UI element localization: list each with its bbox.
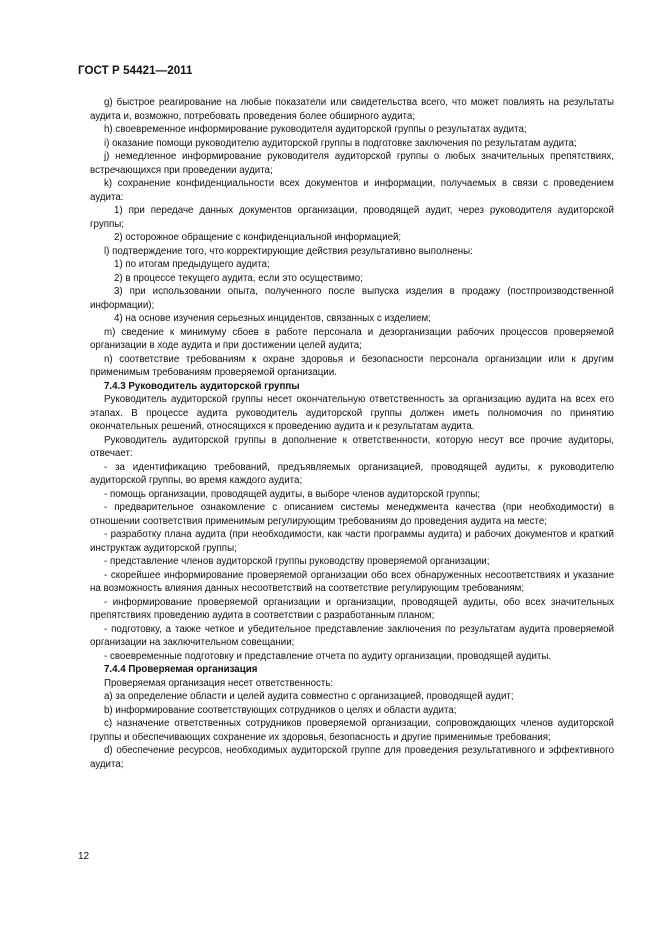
paragraph: j) немедленное информирование руководителя аудиторской группы о любых значительных препятствиях, встречающихся при проведении аудита; [90, 151, 614, 176]
paragraph: b) информирование соответствующих сотрудников о целях и области аудита; [104, 704, 457, 716]
section-heading: 7.4.3 Руководитель аудиторской группы [104, 380, 300, 392]
paragraph: - помощь организации, проводящей аудиты, в выборе членов аудиторской группы; [104, 488, 481, 500]
paragraph: d) обеспечение ресурсов, необходимых аудиторской группе для проведения результативного и эффективного аудита; [90, 745, 614, 770]
sub-list-item: 1) при передаче данных документов организации, проводящей аудит, через руководителя аудиторской группы; [90, 205, 614, 230]
sub-list-item: 3) при использовании опыта, полученного после выпуска изделия в продажу (постпроизводственной информации); [90, 286, 614, 311]
paragraph: - информирование проверяемой организации и организации, проводящей аудиты, обо всех значительных препятствиях проведению аудита в соответствии с разработанным планом; [90, 596, 614, 621]
sub-list-item: 2) в процессе текущего аудита, если это осуществимо; [114, 272, 363, 284]
sub-list-item: 1) по итогам предыдущего аудита; [114, 259, 270, 270]
paragraph: Проверяемая организация несет ответственность: [104, 677, 334, 689]
section-heading: 7.4.4 Проверяемая организация [104, 664, 258, 675]
paragraph: Руководитель аудиторской группы несет окончательную ответственность за организацию аудита на всех его этапах. В процессе аудита руководитель аудиторской группы должен иметь полномочия по принятию окончательных решений, относящихся к проведению аудита и к результатам аудита. [90, 394, 614, 432]
paragraph: i) оказание помощи руководителю аудиторской группы в подготовке заключения по результатам аудита; [104, 137, 577, 149]
document-body [90, 96, 614, 771]
paragraph: c) назначение ответственных сотрудников проверяемой организации, сопровождающих членов аудиторской группы и обеспечивающих сохранение их здоровья, безопасность и другие применимые требования; [90, 718, 614, 743]
page-number: 12 [78, 851, 90, 862]
paragraph: - скорейшее информирование проверяемой организации обо всех обнаруженных несоответствиях и указание на возможность влияния данных несоответствий на соответствие регулирующим требованиям; [90, 569, 614, 594]
paragraph: l) подтверждение того, что корректирующие действия результативно выполнены: [104, 245, 473, 257]
paragraph: - разработку плана аудита (при необходимости, как части программы аудита) и рабочих документов и краткий инструктаж аудиторской группы; [90, 529, 614, 554]
paragraph: k) сохранение конфиденциальности всех документов и информации, получаемых в связи с проведением аудита: [90, 178, 614, 203]
paragraph: - за идентификацию требований, предъявляемых организацией, проводящей аудиты, к руководителю аудиторской группы, во время каждого аудита; [90, 461, 614, 486]
paragraph: n) соответствие требованиям к охране здоровья и безопасности персонала организации или к другим применимым требованиям проверяемой организации. [90, 353, 614, 378]
paragraph: - подготовку, а также четкое и убедительное представление заключения по результатам аудита проверяемой организации на заключительном совещании; [90, 623, 614, 648]
sub-list-item: 4) на основе изучения серьезных инцидентов, связанных с изделием; [114, 313, 431, 324]
paragraph: h) своевременное информирование руководителя аудиторской группы о результатах аудита; [104, 124, 527, 135]
paragraph: - предварительное ознакомление с описанием системы менеджмента качества (при необходимости) в отношении соответствия применимым регулирующим требованиям до проведения аудита на месте; [90, 502, 614, 527]
sub-list-item: 2) осторожное обращение с конфиденциальной информацией; [114, 232, 402, 243]
paragraph: - своевременные подготовку и представление отчета по аудиту организации, проводящей аудиты. [104, 650, 552, 662]
paragraph: m) сведение к минимуму сбоев в работе персонала и дезорганизации рабочих процессов проверяемой организации в ходе аудита и при достижении целей аудита; [90, 326, 614, 351]
paragraph: Руководитель аудиторской группы в дополнение к ответственности, которую несут все прочие аудиторы, отвечает: [90, 434, 614, 459]
paragraph: a) за определение области и целей аудита совместно с организацией, проводящей аудит; [104, 691, 514, 702]
document-header: ГОСТ Р 54421—2011 [78, 65, 193, 77]
paragraph: g) быстрое реагирование на любые показатели или свидетельства всего, что может повлиять на результаты аудита и, возможно, потребовать проведения более обширного аудита; [90, 97, 614, 122]
paragraph: - представление членов аудиторской группы руководству проверяемой организации; [104, 556, 490, 567]
